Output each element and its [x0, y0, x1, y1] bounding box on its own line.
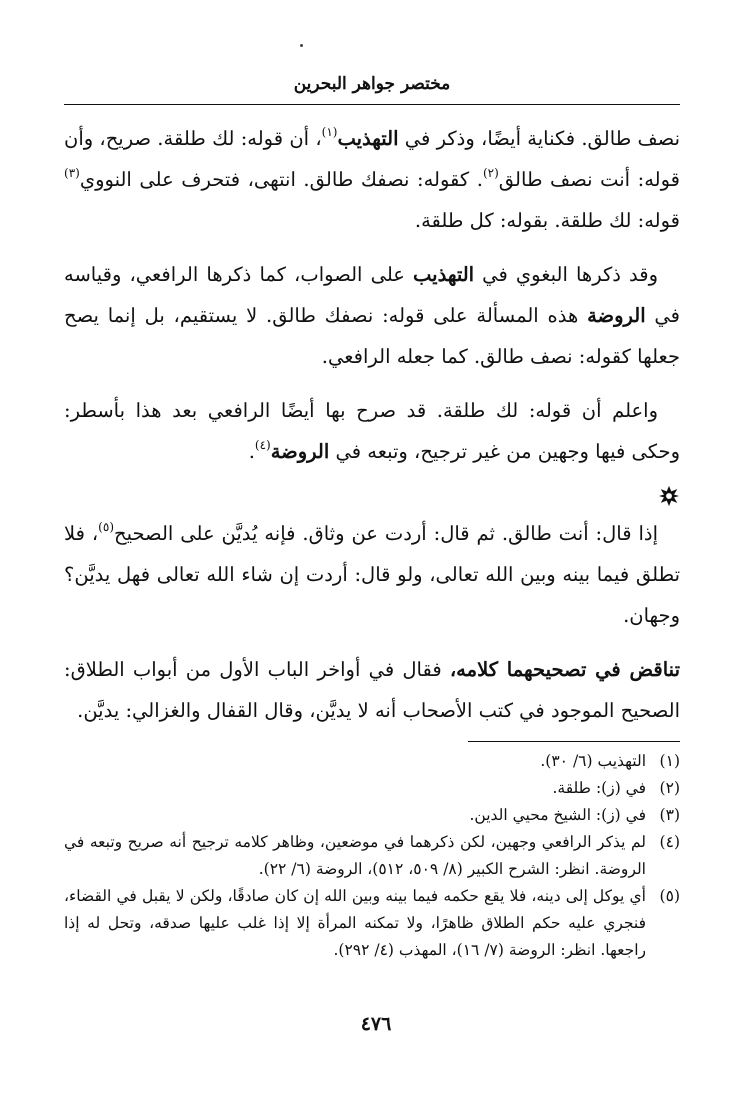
paragraph-5: [64, 649, 680, 731]
book-title: الروضة: [587, 304, 646, 327]
text-run: نصف طالق. فكناية أيضًا، وذكر في: [398, 127, 680, 150]
bold-lead: تناقض في تصحيحهما كلامه،: [449, 658, 680, 681]
section-heading: [64, 485, 680, 507]
paragraph-4: [64, 513, 680, 636]
paragraph-2: [64, 254, 680, 377]
text-run: واعلم أن قوله: لك طلقة. قد صرح بها أيضًا الرافعي بعد هذا بأسطر: وحكى فيها وجهين من غير ترجيح، وتبعه في: [64, 399, 680, 463]
footnote: [64, 829, 680, 883]
footnote-text: لم يذكر الرافعي وجهين، لكن ذكرهما في موضعين، وظاهر كلامه ترجيح أنه صريح وتبعه في الروضة. انظر: الشرح الكبير (٨/ ٥٠٩، ٥١٢)، الروضة (٦/ ٢٢).: [64, 833, 646, 878]
main-text: [64, 118, 680, 744]
footnote-divider: [468, 741, 680, 742]
running-header: مختصر جواهر البحرين: [293, 74, 451, 94]
text-run: ، أن قوله: لك طلقة. صريح، وأن قوله: أنت نصف طالق: [64, 127, 680, 191]
text-run: فقال في أواخر الباب الأول من أبواب الطلاق: الصحيح الموجود في كتب الأصحاب أنه لا يديَّن، وقال القفال والغزالي: يديَّن.: [64, 658, 680, 722]
paragraph-1: [64, 118, 680, 241]
footnote-text: في (ز): الشيخ محيي الدين.: [469, 806, 646, 824]
footnote-number: (١): [659, 752, 680, 770]
footnote-ref: (١): [321, 125, 338, 139]
footnote: [64, 802, 680, 829]
footnote-number: (٤): [659, 833, 680, 851]
footnote: [64, 775, 680, 802]
book-title: التهذيب: [337, 127, 399, 150]
text-run: على الصواب، كما ذكرها الرافعي، وقياسه في: [64, 263, 680, 327]
footnote: [64, 883, 680, 964]
footnote-number: (٣): [659, 806, 680, 824]
footnote-number: (٥): [659, 887, 680, 905]
footnote-number: (٢): [659, 779, 680, 797]
book-title: التهذيب: [413, 263, 475, 286]
book-title: الروضة: [270, 440, 330, 463]
text-run: . كقوله: نصفك طالق. انتهى، فتحرف على النووي: [79, 168, 483, 191]
footnote-text: أي يوكل إلى دينه، فلا يقع حكمه فيما بينه وبين الله إن كان صادقًا، ولكن لا يقبل في القضاء، فنجري عليه حكم الطلاق ظاهرًا، ولا تمكنه المرأة إلا إذا غلب عليها صدقه، وتحل له إذا راجعها. انظر: الروضة (٧/ ١٦)، المهذب (٤/ ٢٩٢).: [64, 887, 646, 959]
footnotes: [64, 748, 680, 964]
footnote: [64, 748, 680, 775]
stray-dot: [300, 44, 303, 47]
header-divider: [64, 104, 680, 105]
paragraph-3: [64, 390, 680, 472]
text-run: وقد ذكرها البغوي في: [474, 263, 658, 286]
eight-point-star-icon: [658, 485, 680, 507]
text-run: قوله: لك طلقة. بقوله: كل طلقة.: [414, 209, 680, 232]
footnote-ref: (٣): [64, 166, 80, 180]
footnote-text: في (ز): طلقة.: [552, 779, 646, 797]
footnote-ref: (٤): [254, 438, 271, 452]
page-number: ٤٧٦: [360, 1013, 392, 1035]
footnote-ref: (٢): [482, 166, 499, 180]
footnote-text: التهذيب (٦/ ٣٠).: [540, 752, 646, 770]
text-run: هذه المسألة على قوله: نصفك طالق. لا يستقيم، بل إنما يصح جعلها كقوله: نصف طالق. كما جعله الرافعي.: [64, 304, 680, 368]
text-run: ، فلا تطلق فيما بينه وبين الله تعالى، ولو قال: أردت إن شاء الله تعالى فهل يديَّن؟ وجهان.: [64, 522, 680, 627]
footnote-ref: (٥): [98, 520, 114, 534]
text-run: .: [248, 440, 255, 463]
text-run: إذا قال: أنت طالق. ثم قال: أردت عن وثاق. فإنه يُديَّن على الصحيح: [114, 522, 658, 545]
